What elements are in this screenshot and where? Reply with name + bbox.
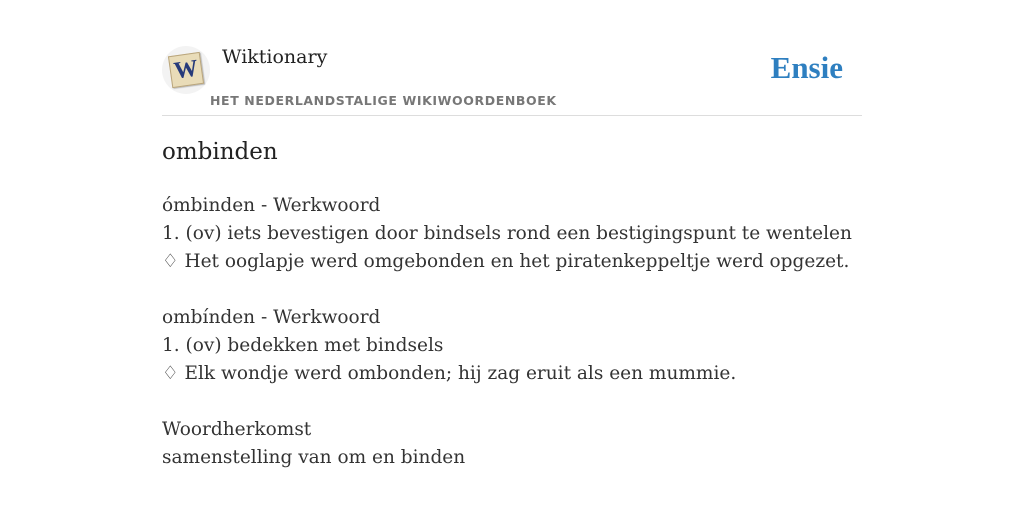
page — [162, 0, 862, 468]
entry-title: ombinden — [162, 139, 278, 165]
etymology-heading: Woordherkomst — [162, 419, 312, 440]
ensie-brand-logo[interactable]: Ensie — [770, 50, 843, 85]
sense2-heading: ombínden - Werkwoord — [162, 307, 381, 328]
sense1-example: ♢ Het ooglapje werd omgebonden en het piratenkeppeltje werd opgezet. — [162, 251, 850, 272]
logo-tile: W — [168, 52, 204, 88]
header — [162, 0, 862, 116]
wiktionary-logo-icon[interactable] — [162, 46, 210, 94]
sense2-definition: 1. (ov) bedekken met bindsels — [162, 335, 444, 356]
sense1-definition: 1. (ov) iets bevestigen door bindsels rond een bestigingspunt te wentelen — [162, 223, 852, 244]
spacer — [162, 276, 852, 304]
sense2-example: ♢ Elk wondje werd ombonden; hij zag eruit als een mummie. — [162, 363, 737, 384]
site-tagline: HET NEDERLANDSTALIGE WIKIWOORDENBOEK — [210, 93, 557, 108]
spacer — [162, 388, 852, 416]
site-name[interactable]: Wiktionary — [222, 46, 328, 68]
entry-content — [162, 192, 852, 472]
etymology-text: samenstelling van om en binden — [162, 447, 466, 468]
sense1-heading: ómbinden - Werkwoord — [162, 195, 381, 216]
